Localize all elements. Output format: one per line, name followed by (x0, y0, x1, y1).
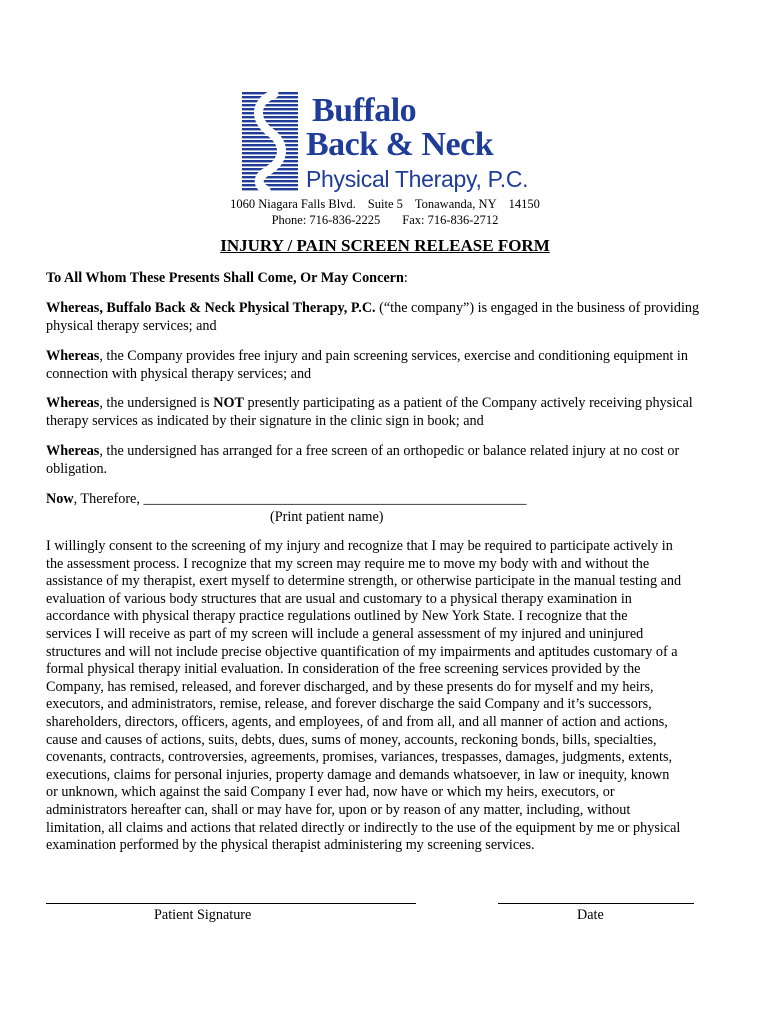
whereas-1-text: (“the company”) is engaged in the business of providing physical therapy services; and (46, 300, 700, 334)
consent-line: executors, and administrators, remise, release, and forever discharge the said Company and it’s successors, (46, 696, 652, 713)
address-street: 1060 Niagara Falls Blvd. (230, 197, 356, 211)
contact-line (0, 212, 770, 228)
whereas-2-text: , the Company provides free injury and pain screening services, exercise and conditioning equipment in connection with physical therapy services; and (46, 348, 688, 382)
now-therefore-line (46, 491, 726, 509)
salutation-text: To All Whom These Presents Shall Come, Or May Concern (46, 270, 404, 286)
phone-number: Phone: 716-836-2225 (271, 213, 381, 227)
print-name-caption: (Print patient name) (270, 509, 384, 525)
consent-paragraph (46, 538, 726, 855)
fax-number: Fax: 716-836-2712 (402, 213, 499, 227)
whereas-3-bold: Whereas (46, 395, 100, 411)
address-zip: 14150 (508, 197, 540, 211)
whereas-2-bold: Whereas (46, 348, 100, 364)
salutation (46, 270, 726, 288)
form-title: INJURY / PAIN SCREEN RELEASE FORM (220, 236, 550, 255)
date-field[interactable] (498, 903, 694, 904)
company-logo (240, 92, 540, 194)
whereas-4-text: , the undersigned has arranged for a free screen of an orthopedic or balance related injury at no cost or obligation. (46, 443, 680, 477)
consent-line: Company, has remised, released, and forever discharged, and by these presents do for myself and my heirs, (46, 678, 654, 695)
whereas-3-not: NOT (213, 395, 244, 411)
whereas-paragraph-4 (46, 443, 726, 478)
whereas-paragraph-1 (46, 300, 726, 335)
consent-line: limitation, all claims and actions that related directly or indirectly to the use of the equipment by me or physical (46, 819, 681, 836)
now-bold: Now (46, 491, 74, 507)
whereas-paragraph-2 (46, 348, 726, 383)
logo-word-back-neck: Back & Neck (306, 126, 494, 163)
consent-line: structures and will not include precise objective quantification of my impairments and aptitudes customary of a (46, 643, 678, 660)
consent-line: shareholders, directors, officers, agents, and employees, of and from all, and all manner of action and actions, (46, 713, 668, 730)
whereas-4-bold: Whereas (46, 443, 100, 459)
consent-line: administrators hereafter can, shall or may have for, upon or by reason of any matter, including, without (46, 801, 631, 818)
whereas-3-mid: , the undersigned is (99, 395, 214, 411)
patient-signature-label: Patient Signature (154, 907, 252, 923)
whereas-paragraph-3 (46, 395, 726, 430)
whereas-1-bold: Whereas, Buffalo Back & Neck Physical Therapy, P.C. (46, 300, 376, 316)
consent-line: services I will receive as part of my screen will include a general assessment of my injured and uninjured (46, 625, 644, 642)
logo-word-physical-therapy: Physical Therapy, P.C. (306, 166, 529, 192)
whereas-3-text: presently participating as a patient of the Company actively receiving physical therapy services as indicated by their signature in the clinic sign in book; and (46, 395, 693, 429)
consent-line: covenants, contracts, controversies, agreements, promises, variances, trespasses, damages, judgments, extents, (46, 749, 673, 766)
consent-line: examination performed by the physical therapist administering my screening services. (46, 837, 535, 854)
patient-name-field[interactable]: ______________________________________________________ (143, 491, 527, 507)
consent-line: I willingly consent to the screening of my injury and recognize that I may be required to participate actively in (46, 538, 673, 554)
consent-line: formal physical therapy initial evaluation. In consideration of the free screening services provided by the (46, 661, 641, 678)
consent-line: cause and causes of actions, suits, debts, dues, sums of money, accounts, reckoning bonds, bills, specialties, (46, 731, 657, 748)
patient-signature-field[interactable] (46, 903, 416, 904)
now-text: , Therefore, (73, 491, 144, 507)
consent-line: or unknown, which against the said Company I ever had, now have or which my heirs, executors, or (46, 784, 615, 801)
date-label: Date (577, 907, 604, 923)
spine-logo-icon (240, 92, 302, 192)
consent-line: accordance with physical therapy practice regulations outlined by New York State. I recognize that the (46, 608, 628, 625)
consent-line: assistance of my therapist, exert myself to determine strength, or otherwise participate in the manual testing and (46, 573, 682, 590)
address-city: Tonawanda, NY (414, 197, 497, 211)
logo-word-buffalo: Buffalo (312, 92, 417, 129)
consent-line: evaluation of various body structures that are usual and customary to a physical therapy examination in (46, 590, 632, 607)
address-suite: Suite 5 (367, 197, 403, 211)
salutation-colon: : (403, 270, 408, 286)
consent-line: the assessment process. I recognize that my screen may require me to move my body with and without the (46, 555, 650, 572)
address-line (0, 196, 770, 212)
consent-line: executions, claims for personal injuries, property damage and demands whatsoever, in law or inequity, known (46, 766, 670, 783)
